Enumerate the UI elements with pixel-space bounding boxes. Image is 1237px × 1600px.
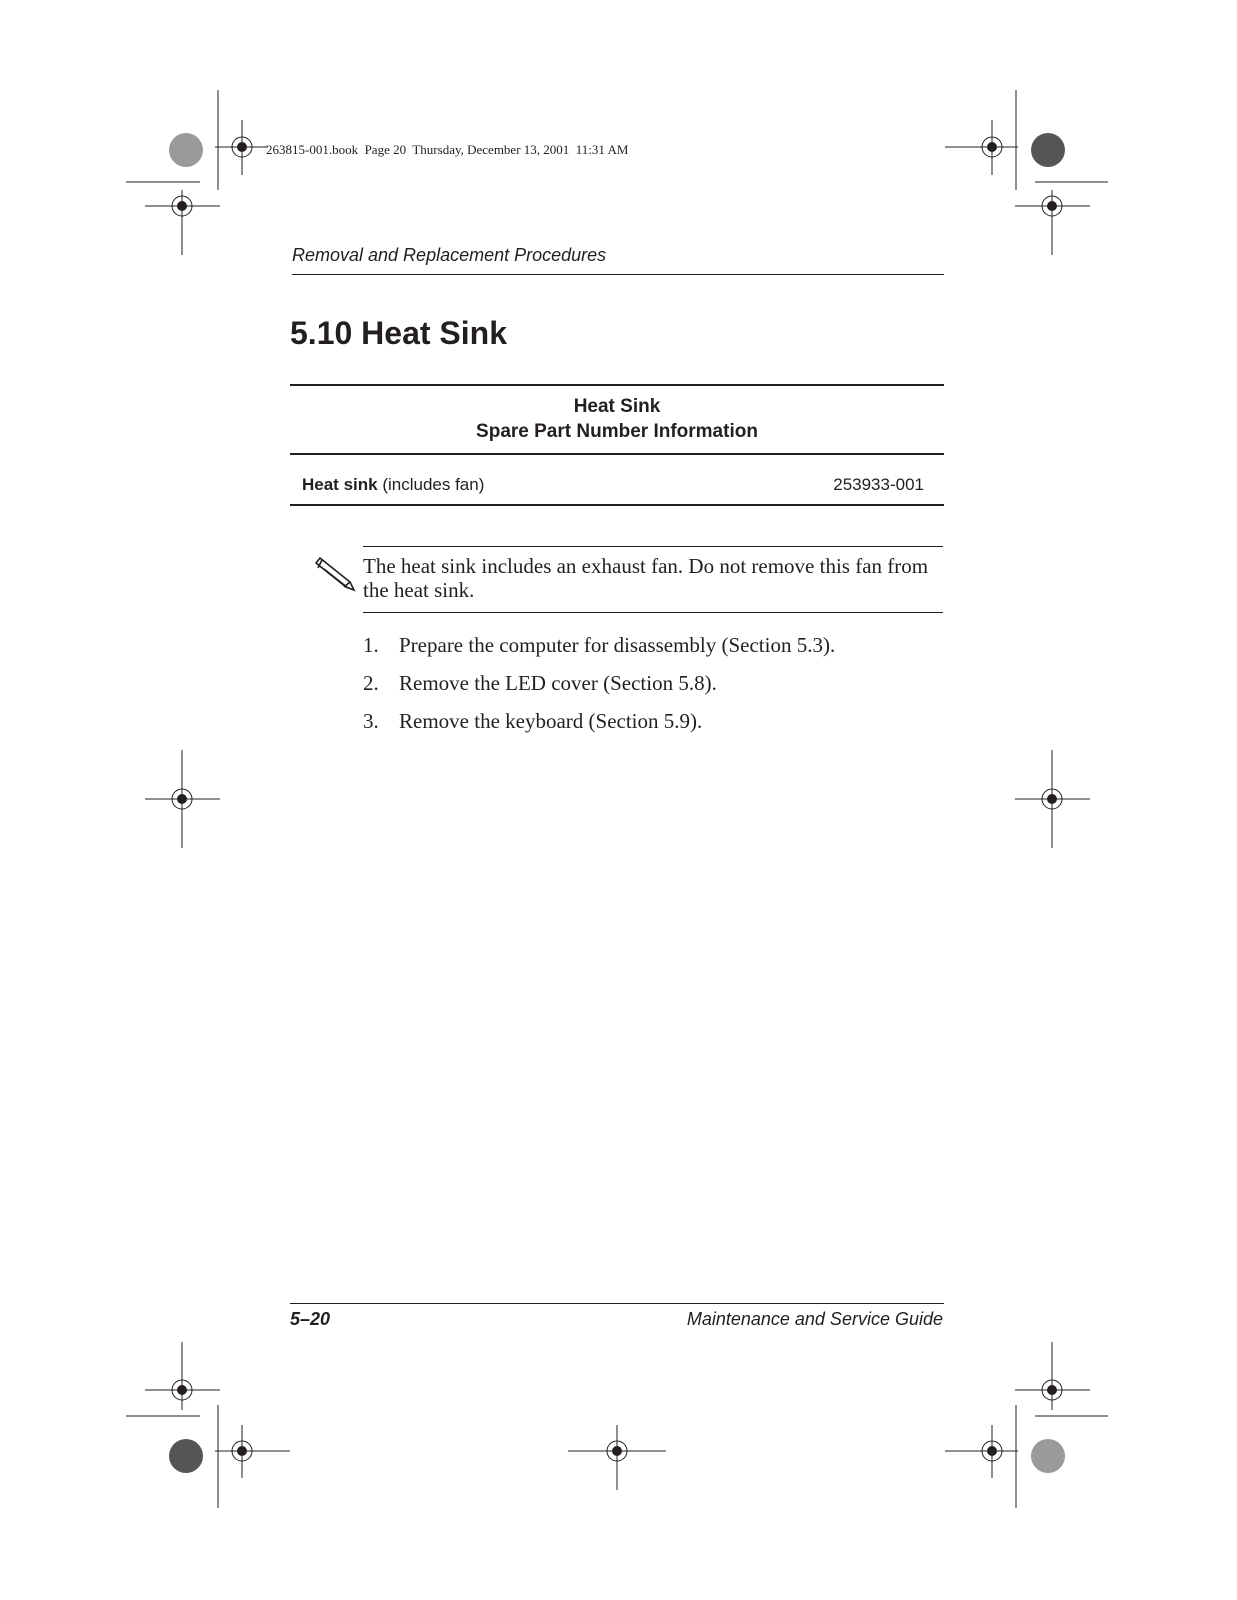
part-name: Heat sink — [302, 475, 378, 494]
step-text: Prepare the computer for disassembly (Section 5.3). — [399, 633, 836, 657]
footer-rule — [290, 1303, 944, 1304]
step-number: 3. — [363, 709, 379, 733]
step-number: 2. — [363, 671, 379, 695]
step-text: Remove the keyboard (Section 5.9). — [399, 709, 703, 733]
header-rule — [292, 274, 944, 275]
table-bottom-rule — [290, 504, 944, 506]
list-item — [363, 671, 835, 709]
note-top-rule — [363, 546, 943, 547]
part-note: (includes fan) — [377, 475, 485, 494]
list-item — [363, 709, 835, 747]
step-number: 1. — [363, 633, 379, 657]
guide-title: Maintenance and Service Guide — [686, 1309, 943, 1329]
print-slug: 263815-001.book Page 20 Thursday, December 13, 2001 11:31 AM — [266, 142, 629, 157]
table-row — [302, 475, 924, 495]
pencil-icon — [312, 557, 358, 593]
page-number: 5–20 — [290, 1309, 331, 1329]
part-number: 253933-001 — [833, 475, 924, 494]
step-text: Remove the LED cover (Section 5.8). — [399, 671, 717, 695]
note-text: The heat sink includes an exhaust fan. Do not remove this fan from the heat sink. — [363, 554, 929, 602]
procedure-steps — [363, 633, 835, 747]
part-description — [302, 475, 484, 495]
table-header-rule — [290, 453, 944, 455]
running-head: Removal and Replacement Procedures — [292, 245, 607, 265]
table-caption-line2: Spare Part Number Information — [476, 421, 758, 442]
list-item — [363, 633, 835, 671]
table-top-rule — [290, 384, 944, 386]
table-caption-line1: Heat Sink — [573, 396, 661, 417]
section-title: 5.10 Heat Sink — [290, 315, 507, 351]
note-bottom-rule — [363, 612, 943, 613]
